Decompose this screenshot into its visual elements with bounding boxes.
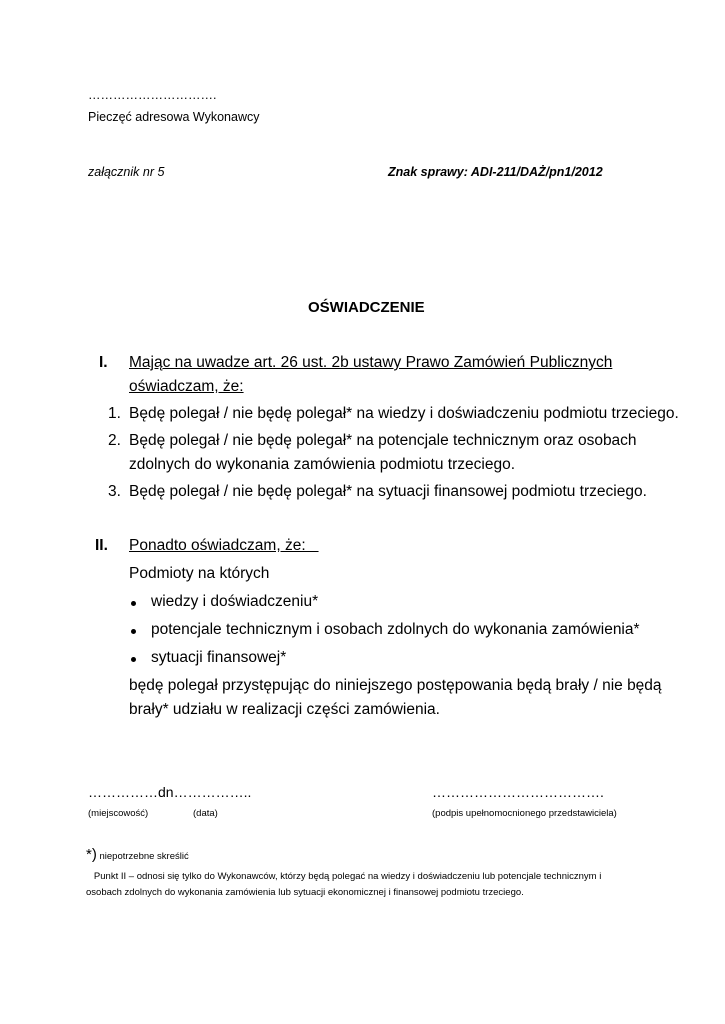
item3-number: 3. [108, 483, 121, 500]
stamp-dots: …………………………. [88, 88, 217, 102]
item2-number: 2. [108, 432, 121, 449]
place-date-line: ……………dn…………….. [88, 784, 252, 800]
bullet-icon [131, 657, 136, 662]
section2-intro: Podmioty na których [129, 565, 270, 582]
item3-text: Będę polegał / nie będę polegał* na sytuacji finansowej podmiotu trzeciego. [129, 483, 647, 500]
section2-closing-line2: brały* udziału w realizacji części zamówienia. [129, 701, 440, 718]
item2-text-line2: zdolnych do wykonania zamówienia podmiotu trzeciego. [129, 456, 515, 473]
case-reference: Znak sprawy: ADI-211/DAŻ/pn1/2012 [388, 165, 603, 179]
place-label: (miejscowość) [88, 808, 149, 819]
bullet-icon [131, 601, 136, 606]
bullet-item-financial: sytuacji finansowej* [151, 649, 287, 666]
asterisk-mark: *) [86, 846, 97, 863]
section1-heading-line1: Mając na uwadze art. 26 ust. 2b ustawy Prawo Zamówień Publicznych [129, 354, 613, 371]
bullet-item-technical: potencjale technicznym i osobach zdolnych do wykonania zamówienia* [151, 621, 640, 638]
section2-closing-line1: będę polegał przystępując do niniejszego postępowania będą brały / nie będą [129, 677, 662, 694]
section1-numeral: I. [99, 354, 108, 371]
stamp-label: Pieczęć adresowa Wykonawcy [88, 110, 260, 124]
attachment-label: załącznik nr 5 [88, 165, 165, 179]
signature-label: (podpis upełnomocnionego przedstawiciela) [432, 808, 617, 819]
footnote-line2: osobach zdolnych do wykonania zamówienia lub sytuacji ekonomicznej i finansowej podmiotu trzeciego. [86, 887, 524, 898]
item1-number: 1. [108, 405, 121, 422]
section2-numeral: II. [95, 537, 108, 554]
footnote-line1: Punkt II – odnosi się tylko do Wykonawców, którzy będą polegać na wiedzy i doświadczeniu lub potencjale technicznym i [86, 871, 602, 882]
section2-heading: Ponadto oświadczam, że: [129, 537, 319, 554]
item2-text-line1: Będę polegał / nie będę polegał* na potencjale technicznym oraz osobach [129, 432, 637, 449]
date-label: (data) [193, 808, 218, 819]
item1-text: Będę polegał / nie będę polegał* na wiedzy i doświadczeniu podmiotu trzeciego. [129, 405, 679, 422]
bullet-item-knowledge: wiedzy i doświadczeniu* [151, 593, 319, 610]
document-title: OŚWIADCZENIE [308, 299, 425, 316]
bullet-icon [131, 629, 136, 634]
signature-line: ………………………………. [432, 784, 604, 800]
section1-heading-line2: oświadczam, że: [129, 378, 244, 395]
asterisk-note: niepotrzebne skreślić [96, 851, 189, 862]
footnote-asterisk [86, 846, 189, 864]
